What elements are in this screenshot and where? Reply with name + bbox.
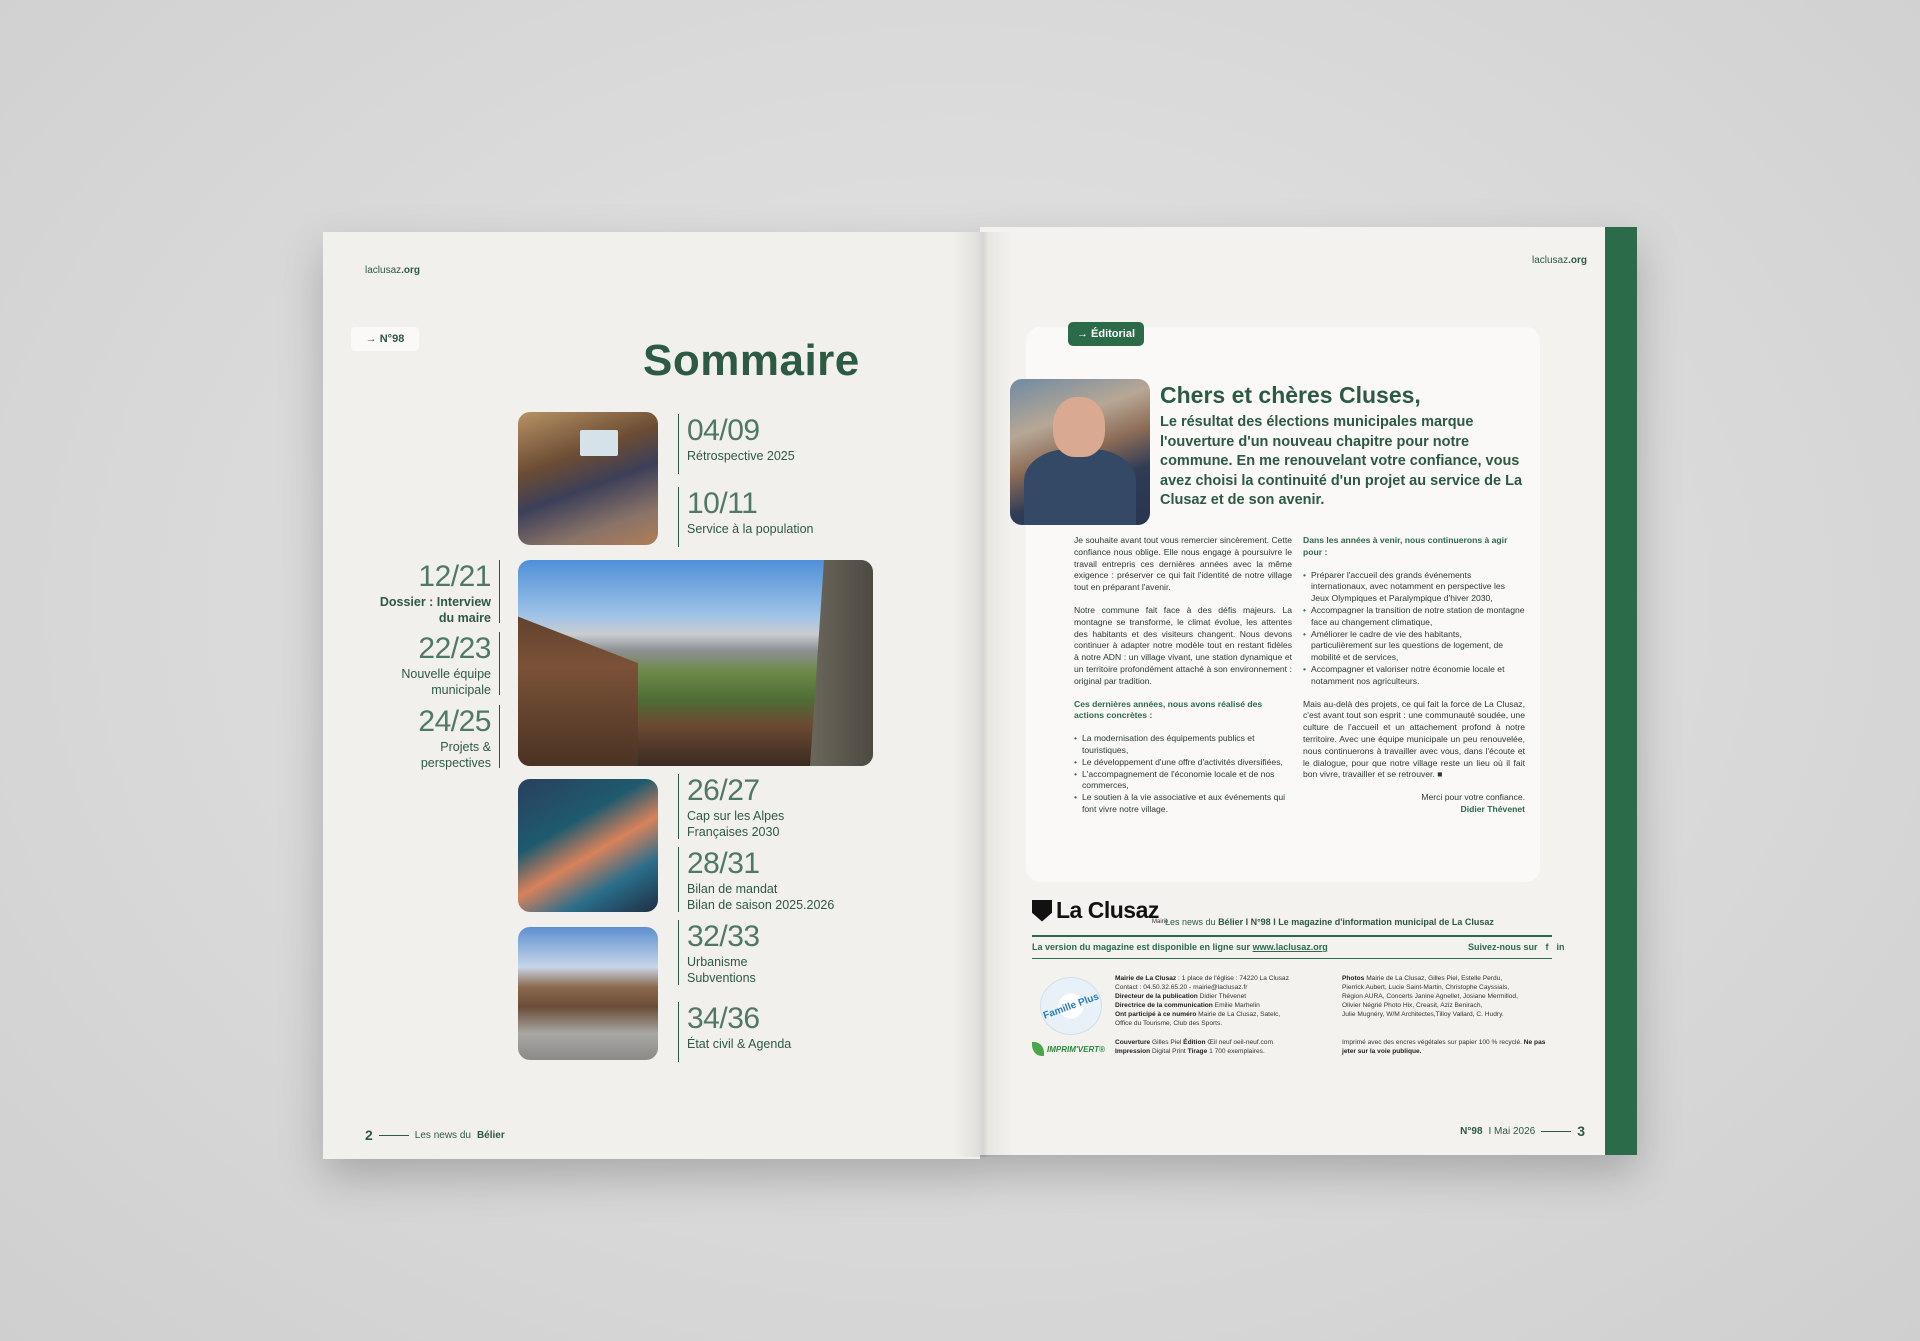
recycle-notice: Imprimé avec des encres végétales sur papier 100 % recyclé. Ne pas jeter sur la voie publique. (1342, 1039, 1546, 1055)
shield-icon (1032, 900, 1052, 922)
column-heading: Dans les années à venir, nous continuerons à agir pour : (1303, 535, 1508, 557)
green-edge-band (1605, 227, 1637, 1155)
issue-badge: → N°98 (351, 327, 419, 351)
editorial-lead: Le résultat des élections municipales marque l'ouverture d'un nouveau chapitre pour notre commune. En me renouvelant votre confiance, vous avez choisi la continuité d'un projet au service de La Clusaz et de son avenir. (1160, 414, 1523, 508)
credits-left: Mairie de La Clusaz : 1 place de l'église : 74220 La Clusaz Contact : 04.50.32.65.20 - mairie@laclusaz.fr Directeur de la publication Didier Thévenet Directrice de la communication Emilie Marhelin Ont participé à ce numéro Mairie de La Clusaz, Satelc, Office du Tourisme, Club des Sports. Couverture Gilles Piel Édition Œil neuf oeil-neuf.com Impression Digital Print Tirage 1 700 exemplaires. (1115, 975, 1289, 1055)
toc-page-range: 10/11 (687, 487, 758, 520)
toc-entry[interactable] (370, 560, 500, 623)
toc-page-range: 24/25 (418, 705, 491, 738)
toc-entry[interactable] (678, 414, 795, 474)
list-item: • Améliorer le cadre de vie des habitants, particulièrement sur les questions de logement, de mobilité et de services, (1303, 629, 1525, 664)
online-notice: La version du magazine est disponible en ligne sur www.laclusaz.org (1032, 942, 1328, 952)
page-number: 2 (365, 1127, 373, 1143)
toc-entry[interactable] (678, 487, 813, 547)
toc-label: Cap sur les Alpes (687, 809, 785, 823)
social-follow: Suivez-nous sur f in (1468, 942, 1565, 952)
signature-name: Didier Thévenet (1460, 803, 1525, 814)
toc-label: du maire (438, 611, 491, 625)
website-link[interactable]: www.laclusaz.org (1252, 942, 1328, 952)
la-clusaz-logo: La Clusaz Mairie (1032, 897, 1159, 924)
editorial-column-1 (1074, 535, 1292, 827)
bullet-list (1074, 733, 1292, 816)
toc-label: Rétrospective 2025 (687, 449, 795, 463)
paragraph: Mais au-delà des projets, ce qui fait la force de La Clusaz, c'est avant tout son esprit : une communauté soudée, une culture de l'accueil et un attachement profond à notre territoire. Avec une équipe municipale un peu renouvelée, nous continuerons à travailler avec vous, dans l'écoute et le dialogue, pour que notre village reste un lieu où il fait bon vivre, travailler et se retrouver. ■ (1303, 698, 1525, 780)
toc-entry[interactable] (678, 847, 834, 912)
editorial-column-2 (1303, 535, 1525, 816)
footer-name: Bélier (476, 1129, 505, 1141)
mayor-portrait (1010, 379, 1150, 525)
toc-page-range: 26/27 (687, 774, 760, 807)
masthead-tagline: Les news du Bélier I N°98 I Le magazine d'information municipal de La Clusaz (1165, 917, 1494, 927)
issue-date: I Mai 2026 (1488, 1125, 1536, 1137)
famille-plus-logo: Famille Plus (1040, 977, 1102, 1035)
site-url-left: laclusaz.org (365, 265, 421, 276)
toc-entry[interactable] (370, 632, 500, 695)
toc-label: municipale (431, 683, 491, 697)
photo-village (518, 560, 873, 766)
footer-right (1460, 1123, 1585, 1139)
toc-entry[interactable] (678, 774, 784, 839)
credits-right: Photos Mairie de La Clusaz, Gilles Piel, Estelle Perdu, Pierrick Aubert, Lucie Saint-Martin, Christophe Cayssials, Région AURA, Concerts Janine Agnellet, Josiane Mermillod, Olivier Négrié Photo Hix, Creasit, Aziz Benirach, Julie Mugnéry, W/M Architectes,Tilloy Vallard, C. Hudry. Imprimé avec des encres végétales sur papier 100 % recyclé. Ne pas jeter sur la voie publique. (1342, 974, 1557, 1056)
page-number: 3 (1577, 1123, 1585, 1139)
right-page (980, 227, 1637, 1155)
toc-label: Françaises 2030 (687, 825, 780, 839)
signature-block (1303, 792, 1525, 816)
imprim-vert-logo: IMPRIM'VERT® (1032, 1042, 1105, 1056)
thanks-text: Merci pour votre confiance. (1421, 792, 1525, 803)
toc-label: Urbanisme (687, 955, 748, 969)
editorial-headline: Chers et chères Cluses, (1160, 382, 1421, 408)
divider (1032, 935, 1552, 937)
paragraph: Je souhaite avant tout vous remercier sincèrement. Cette confiance nous oblige. Elle nous engage à poursuivre le travail entrepris ces dernières années avec la même exigence : préserver ce qui fait l'identité de notre village tout en préparant l'avenir. (1074, 535, 1292, 593)
facebook-icon[interactable]: f (1545, 942, 1549, 952)
leaf-icon (1032, 1042, 1044, 1056)
divider (1032, 958, 1552, 959)
toc-page-range: 04/09 (687, 414, 760, 447)
left-page (323, 232, 980, 1159)
toc-label: Projets & (440, 740, 491, 754)
list-item: • La modernisation des équipements publics et touristiques, (1074, 733, 1292, 757)
list-item: • Le soutien à la vie associative et aux événements qui font vivre notre village. (1074, 792, 1292, 816)
toc-label: Subventions (687, 971, 756, 985)
issue-number: N°98 (1460, 1125, 1483, 1137)
toc-label: Nouvelle équipe (401, 667, 491, 681)
toc-page-range: 32/33 (687, 920, 760, 953)
column-heading: Ces dernières années, nous avons réalisé des actions concrètes : (1074, 698, 1263, 721)
photo-retrospective (518, 412, 658, 545)
photo-child (518, 779, 658, 912)
footer-prefix: Les news du (414, 1129, 471, 1141)
toc-page-range: 28/31 (687, 847, 760, 880)
toc-page-range: 12/21 (418, 560, 491, 593)
toc-page-range: 22/23 (418, 632, 491, 665)
magazine-spread (323, 227, 1637, 1160)
list-item: • Accompagner la transition de notre station de montagne face au changement climatique, (1303, 605, 1525, 629)
linkedin-icon[interactable]: in (1556, 942, 1565, 952)
toc-label: Dossier : Interview (379, 595, 491, 609)
list-item: • Préparer l'accueil des grands événements internationaux, avec notamment en perspective les Jeux Olympiques et Paralympique d'hiver 2030, (1303, 570, 1525, 605)
toc-page-range: 34/36 (687, 1002, 760, 1035)
site-url-right: laclusaz.org (1531, 255, 1587, 266)
toc-label: Bilan de mandat (687, 882, 778, 896)
section-badge: → Éditorial (1068, 322, 1144, 346)
list-item: • Le développement d'une offre d'activités diversifiées, (1074, 757, 1292, 769)
toc-entry[interactable] (678, 1002, 791, 1062)
list-item: • L'accompagnement de l'économie locale et de nos commerces, (1074, 769, 1292, 793)
list-item: • Accompagner et valoriser notre économie locale et notamment nos agriculteurs. (1303, 664, 1525, 688)
toc-label: État civil & Agenda (687, 1037, 792, 1051)
bullet-list (1303, 570, 1525, 688)
toc-label: perspectives (420, 756, 491, 770)
photo-building (518, 927, 658, 1060)
toc-label: Bilan de saison 2025.2026 (687, 898, 835, 912)
page-title: Sommaire (643, 336, 860, 385)
footer-left (365, 1127, 505, 1143)
toc-entry[interactable] (678, 920, 760, 985)
toc-entry[interactable] (370, 705, 500, 768)
paragraph: Notre commune fait face à des défis majeurs. La montagne se transforme, le climat évolue, les attentes des habitants et des visiteurs changent. Nous devons continuer à adapter notre modèle tout en restant fidèles à notre ADN : un village vivant, une station dynamique et un territoire profondément attaché à son environnement : original par tradition. (1074, 604, 1292, 686)
toc-label: Service à la population (687, 522, 814, 536)
